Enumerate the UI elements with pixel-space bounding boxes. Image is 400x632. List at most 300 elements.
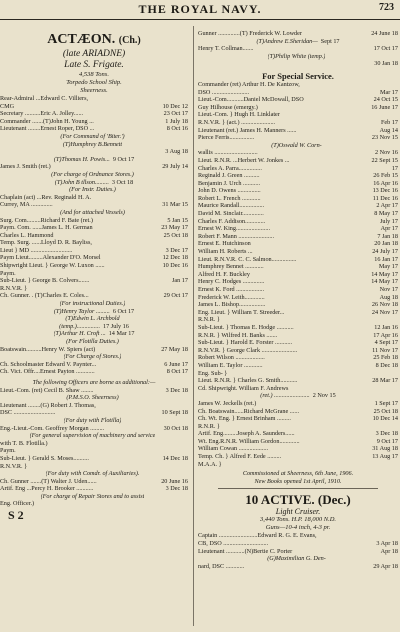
ship-name-active: 10 ACTIVE. (Dec.) (245, 492, 351, 508)
entry-text: Ch. Gunner .......(T) Walter J. Uden...... (0, 477, 97, 485)
entry-row (198, 165, 398, 173)
entry-row (198, 172, 398, 180)
entry-text: (For Flotilla Duties.) (66, 338, 119, 345)
entry-row (0, 500, 188, 508)
entry-text: Wt. Eng.R.N.R. William Gordon............. (198, 437, 300, 445)
entry-date: 29 July 14 (162, 163, 188, 171)
entry-date: 7 Jan 18 (377, 232, 398, 240)
entry-row (198, 377, 398, 385)
entry-date: Jan 17 (172, 277, 188, 285)
active-tonnage: 3,440 Tons. H.P. 18,000 N.D. (259, 516, 337, 524)
entry-text: Boatswain..........Henry W. Spiers (act) (0, 345, 96, 353)
entry-row (0, 402, 188, 410)
entry-text: William E. Taylor ............ (198, 361, 263, 369)
entry-text: Eng. Officer.) (0, 500, 35, 508)
entry-row (198, 149, 398, 157)
entry-row (198, 248, 398, 256)
entry-row (0, 361, 188, 369)
entry-text: Eng.-Lieut.-Com. Geoffrey Morgan ......... (0, 424, 105, 432)
entry-text: CMG (0, 102, 15, 110)
entry-text: Charles L. Hammond (0, 231, 54, 239)
entry-text: (For general supervision of machinery and service (29, 432, 156, 440)
entry-text: Lieut. R.N.R. ...Herbert W. Jonkes ... (198, 156, 290, 164)
entry-text: Lieutenant ........Ernest Roper, DSO ... (0, 125, 95, 133)
entry-text: Lieut. R.N.R. } Charles G. Smith........... (198, 377, 298, 385)
entry-text: R.N.V.R. } George Clark ....................... (198, 346, 298, 354)
entry-text: (T)Humphrey B.Bennett (62, 140, 123, 148)
entry-text: M.A.A. } (198, 460, 222, 468)
entry-row (198, 324, 398, 332)
entry-row (198, 286, 398, 294)
entry-row (198, 540, 398, 548)
entry-date: 24 Oct 15 (373, 96, 398, 104)
page-number: 723 (379, 2, 394, 13)
entry-date: 8 May 17 (374, 210, 398, 218)
entry-row (0, 163, 188, 171)
page-header (0, 2, 400, 20)
entry-row (0, 330, 188, 338)
entry-text: Surg. Com.........Richard F. Bate (ret.) (0, 216, 93, 224)
entry-date: 8 Oct 16 (166, 125, 188, 133)
entry-row (198, 202, 398, 210)
entry-date: 26 Feb 15 (373, 172, 398, 180)
entry-row (0, 186, 188, 194)
entry-date: 13 Aug 17 (372, 453, 398, 461)
entry-row (0, 277, 188, 285)
entry-text: wallis ............................ (198, 149, 258, 157)
entry-row (198, 81, 398, 89)
entry-row (0, 118, 188, 126)
entry-row (198, 233, 398, 241)
entry-date: 8 Dec 18 (375, 361, 398, 369)
entry-row (0, 470, 188, 478)
entry-row (0, 103, 188, 111)
entry-date: 3 Oct 18 (111, 178, 134, 186)
entry-row (198, 278, 398, 286)
ship-role: Torpedo School Ship. (66, 79, 122, 86)
entry-row (0, 171, 188, 179)
entry-row (198, 362, 398, 370)
entry-date: Nov 17 (379, 286, 398, 293)
entry-date: 16 June 17 (371, 103, 398, 111)
entry-date: 3 Apr 18 (376, 540, 398, 548)
entry-text: Reginald J. Green .......... (198, 172, 260, 180)
entry-text: David M. Sinclair.............. (198, 210, 264, 218)
entry-date: 5 Jan 15 (167, 216, 188, 224)
entry-text: Charles A. Parra............... (198, 164, 262, 172)
entry-row (0, 141, 188, 149)
entry-row (0, 285, 188, 293)
entry-text: (T)Oswald W. Corn- (271, 141, 322, 149)
entry-date: 12 Jan 16 (374, 323, 398, 331)
entry-text: Guy Hilhouse (emergy.) (198, 103, 258, 111)
entry-date: 11 Dec 16 (372, 194, 398, 202)
entry-text: Ch. Wt. Eng. } Ernest Brinham ......... (198, 415, 291, 423)
entry-date: 12 Dec 18 (162, 254, 188, 262)
commissioned-note: Commissioned at Sheerness, 6th June, 1906. (242, 470, 354, 478)
entry-text: (P.M.S.O. Sheerness) (66, 394, 119, 402)
entry-text: Sub-Lieut. } Gerald S. Moses.......... (0, 454, 89, 462)
entry-text: (For Instr. Duties.) (69, 186, 116, 194)
entry-text: Ch. Schoolmaster Edward V. Paynter... (0, 360, 97, 368)
entry-row (198, 332, 398, 340)
entry-row (198, 309, 398, 317)
entry-row (0, 247, 188, 255)
entry-date: 26 Nov 18 (371, 301, 398, 309)
entry-text: Lieut. R.N.V.R. C. C. Salmon................ (198, 255, 297, 263)
entry-text: Lieutenant ........(G) Robert J. Thomas, (0, 401, 96, 409)
entry-date: 16 Jan 17 (374, 255, 398, 263)
entry-date: Feb 17 (380, 118, 398, 126)
entry-row (198, 453, 398, 461)
active-type: Light Cruiser. (275, 507, 321, 517)
entry-row (198, 127, 398, 135)
entry-date: 10 Dec 16 (162, 262, 188, 270)
entry-text: Ch. Boatswain......Richard McGrane ...... (198, 407, 300, 415)
entry-date: 2 Nov 15 (312, 392, 336, 400)
entry-text: Maurice Randall................ (198, 202, 265, 210)
section-rule (218, 488, 378, 489)
entry-text: William H. Roberts ... (198, 248, 253, 256)
entry-text: (For Command of 'Biter.') (60, 132, 125, 140)
entry-date: 14 May 17 (371, 270, 398, 278)
entry-row (198, 316, 398, 324)
entry-date: 17 Oct 17 (373, 45, 398, 53)
entry-date: 2 Nov 16 (374, 149, 398, 157)
entry-date: 14 Mar 17 (108, 330, 135, 338)
entry-text: Rear-Admiral ...Edward C. Villiers, (0, 95, 89, 102)
entry-text: Eng. Lieut. } William T. Streeder... (198, 308, 285, 316)
entry-date: 25 Oct 18 (163, 231, 188, 239)
entry-text: Lieutenant (ret.) James H. Manners ...... (198, 126, 297, 134)
entry-row (198, 430, 398, 438)
entry-text: Commander (ret) Arthur H. De Kantzow, (198, 80, 300, 88)
entry-text: Ch. Gunner. . (T)Charles E. Coles... (0, 292, 89, 300)
ship-tonnage: 4,538 Tons. (79, 71, 109, 78)
entry-text: (For duty with Flotilla) (63, 416, 122, 424)
entry-date: 14 May 17 (371, 278, 398, 286)
entry-row (198, 218, 398, 226)
entry-date: 22 Sept 15 (371, 156, 398, 164)
entry-row (0, 224, 188, 232)
entry-row (198, 555, 398, 563)
entry-row (0, 308, 188, 316)
entry-text: Temp. Surg. ......Lloyd D. R. Bayliss, (0, 239, 92, 247)
entry-text: R.N.R. } (198, 316, 220, 324)
entry-text: R.N.R. } (198, 422, 220, 430)
entry-row (198, 134, 398, 142)
gunner-list (198, 30, 398, 68)
entry-text: Frederick W. Leith............. (198, 293, 265, 301)
entry-text: Robert L. French ............ (198, 194, 261, 202)
entry-text: (T)John B tllson......... (54, 178, 109, 186)
entry-row (198, 408, 398, 416)
entry-text: Sub-Lieut. } Harold E. Forster ........... (198, 339, 293, 347)
entry-row (0, 485, 188, 493)
entry-text: Humphrey Bennet ............ (198, 263, 264, 271)
entry-text: Paym. (0, 269, 16, 277)
entry-text: (For charge of Ordnance Stores.) (51, 170, 134, 178)
additional-heading: The following Officers are borne as additional:— (32, 378, 156, 386)
entry-row (0, 156, 188, 164)
entry-date: 3 Dec 18 (165, 485, 188, 493)
entry-text: Benjamin J. Urch ........... (198, 179, 261, 187)
entry-date: Apr 18 (380, 547, 398, 555)
entry-row (0, 209, 188, 217)
entry-row (0, 447, 188, 455)
entry-row (198, 339, 398, 347)
entry-text: Lieutenant ............(N)Bertie C. Porter (198, 547, 293, 555)
entry-row (198, 445, 398, 453)
entry-row (0, 394, 188, 402)
entry-date: 20 June 16 (161, 477, 188, 485)
entry-date: 10 Dec 14 (372, 415, 398, 423)
entry-date: 24 July 17 (372, 248, 398, 256)
entry-text: James W. Jeckells (ret.) (198, 399, 257, 407)
entry-row (0, 315, 188, 323)
entry-row (198, 38, 398, 46)
entry-date: 9 Oct 17 (112, 155, 135, 163)
entry-row (0, 292, 188, 300)
right-column (198, 30, 398, 570)
entry-date: 28 Mar 17 (372, 377, 398, 385)
entry-text: Eng. Sub- } (198, 369, 228, 377)
entry-text: with T. B. Flotilla.) (0, 439, 48, 447)
entry-row (0, 217, 188, 225)
entry-row (0, 455, 188, 463)
entry-text: (For charge of Repair Stores and to assist (40, 492, 145, 500)
entry-date: 29 Apr 18 (373, 562, 398, 570)
entry-row (0, 270, 188, 278)
entry-row (198, 111, 398, 119)
entry-text: Lieut.-Com. } Hugh H. Linklater (198, 111, 280, 119)
entry-row (0, 417, 188, 425)
entry-text: Ernest W. King...................... (198, 225, 271, 233)
entry-date: 24 Nov 17 (371, 308, 398, 316)
entry-text: (For duty with Comdr. of Auxiliaries). (45, 470, 140, 478)
entry-date: Sept 17 (320, 37, 340, 45)
entry-row (198, 461, 398, 469)
entry-row (198, 225, 398, 233)
entry-row (198, 210, 398, 218)
entry-row (198, 301, 398, 309)
entry-row (198, 392, 398, 400)
entry-text: Paym. Com. ......James L. H. German (0, 224, 93, 232)
entry-text: Chaplain (act) ...Rev. Reginald H. A. (0, 193, 92, 201)
entry-text: Lieut } MD ........................... (0, 246, 73, 254)
entry-date: 17 July 16 (103, 322, 129, 330)
entry-text: Temp. Ch. } Alfred F. Eede ......... (198, 453, 282, 461)
entry-date: 24 June 18 (371, 30, 398, 37)
entry-text: (T)Arthur H. Croft ... (53, 330, 106, 338)
entry-row (198, 347, 398, 355)
signature-mark: S 2 (8, 508, 24, 520)
entry-date: 29 Oct 17 (163, 292, 188, 300)
entry-date: 10 Sept 18 (161, 409, 188, 417)
entry-row (198, 30, 398, 38)
entry-text: R.N.V.R. } (act.) ...................... (198, 118, 276, 126)
officer-list (0, 95, 188, 376)
entry-text: Sub-Lieut. } Thomas E. Hodge ........... (198, 323, 294, 331)
entry-date: 30 Oct 18 (163, 424, 188, 432)
entry-date: 3 Dec 18 (375, 430, 398, 438)
entry-row (0, 262, 188, 270)
entry-date: 25 Feb 18 (373, 354, 398, 362)
entry-row (0, 493, 188, 501)
entry-date: Aug 14 (379, 126, 398, 134)
entry-date: 3 Aug 18 (165, 148, 188, 156)
entry-row (198, 423, 398, 431)
entry-date: 20 Jan 18 (374, 240, 398, 248)
entry-date: 8 Oct 17 (166, 368, 188, 376)
entry-date: 1 Sept 17 (374, 399, 398, 407)
entry-text: (For Charge of Stores.) (63, 353, 122, 361)
entry-text: (T)Henry Taylor ......... (53, 307, 110, 315)
entry-text: (For instructional Duties.) (59, 300, 126, 308)
active-officer-list (198, 532, 398, 570)
entry-date: 10 Dec 12 (162, 102, 188, 110)
entry-text: Paym. (0, 447, 16, 455)
ship-name-actaeon: ACTÆON. (Ch.) (47, 32, 141, 47)
entry-row (198, 96, 398, 104)
entry-date: Aug 18 (379, 293, 398, 301)
entry-row (0, 239, 188, 247)
entry-date: 11 Nov 17 (372, 346, 398, 354)
entry-text: Commander .......(T)John H. Young ... (0, 117, 94, 125)
entry-text: Ernest K. Ford .................. (198, 286, 264, 293)
entry-row (198, 157, 398, 165)
entry-text: R.N.V.R. } (0, 284, 28, 292)
entry-row (0, 232, 188, 240)
entry-text: Lieut.-Com. (ret) Cecil B. Shaw ........ (0, 386, 94, 394)
entry-date: 2 Apr 17 (376, 202, 398, 210)
entry-text: Henry C. Hodges .............. (198, 278, 265, 286)
entry-date: 25 Oct 18 (373, 407, 398, 415)
entry-text: Cd. Shipwright. William F. Andrews (198, 384, 289, 392)
entry-row (0, 409, 188, 417)
ship-late-type: Late S. Frigate. (64, 60, 124, 70)
entry-text: (And for attached Vessels) (60, 208, 125, 216)
entry-row (0, 194, 188, 202)
entry-row (198, 294, 398, 302)
entry-row (0, 353, 188, 361)
entry-text: (T)Edwin L. Archbold (65, 315, 120, 323)
entry-row (198, 271, 398, 279)
entry-row (198, 563, 398, 571)
entry-row (198, 104, 398, 112)
entry-row (198, 263, 398, 271)
entry-text: Alfred H. F. Buckley (198, 270, 250, 278)
entry-text: Sub-Lieut. } George B. Colvers....... (0, 277, 90, 285)
entry-row (198, 60, 398, 68)
ship-station: Sheerness. (80, 87, 108, 94)
entry-row (0, 368, 188, 376)
entry-date: 13 Dec 16 (372, 187, 398, 195)
entry-text: (T)Andrew E.Sheridan— (256, 37, 318, 45)
entry-date: 3 Dec 18 (165, 386, 188, 394)
entry-row (0, 125, 188, 133)
entry-text: Shipwright Lieut. } George W. Luxon ...... (0, 262, 105, 270)
entry-text: Robert F. Mann ....................... (198, 232, 274, 240)
entry-row (0, 110, 188, 118)
entry-date: July 17 (379, 217, 398, 225)
entry-row (0, 95, 188, 103)
entry-date: 6 June 17 (164, 360, 188, 368)
entry-row (0, 148, 188, 156)
entry-text (0, 148, 162, 156)
entry-row (0, 323, 188, 331)
entry-text: Charles F. Addison............. (198, 217, 266, 225)
entry-date: 30 Jan 18 (374, 60, 398, 68)
entry-text: (G)Maximilian G. Den- (267, 555, 326, 563)
entry-date: 17 Apr 16 (373, 331, 398, 339)
entry-row (0, 425, 188, 433)
column-divider (193, 26, 194, 626)
entry-row (198, 415, 398, 423)
entry-row (198, 187, 398, 195)
entry-row (0, 179, 188, 187)
new-books-note: New Books opened 1st April, 1910. (254, 477, 342, 485)
entry-text: (T)Philip White (temp.) (267, 52, 326, 60)
entry-text (198, 60, 371, 68)
entry-row (0, 338, 188, 346)
entry-date: 3 Dec 17 (165, 246, 188, 254)
entry-date: Apr 17 (380, 225, 398, 233)
header-rule (0, 19, 400, 20)
entry-date: 23 Oct 17 (163, 110, 188, 118)
entry-row (0, 432, 188, 440)
entry-row (0, 201, 188, 209)
entry-row (198, 532, 398, 540)
ship-former-name: (late ARIADNE) (62, 49, 126, 59)
entry-text: (ret.) ....................... (260, 392, 310, 400)
left-column (0, 30, 188, 520)
entry-text: James J. Smith (ret.) (0, 163, 51, 171)
active-guns: Guns—10-4 inch, 4-3 pr. (265, 524, 331, 532)
entry-row (0, 300, 188, 308)
entry-date: 9 Oct 17 (376, 437, 398, 445)
entry-text: (temp.)............... (59, 322, 101, 330)
entry-date: 16 Apr 16 (373, 179, 398, 187)
entry-row (198, 548, 398, 556)
entry-row (198, 256, 398, 264)
entry-row (0, 133, 188, 141)
entry-text: Pierce Ferris................ (198, 134, 255, 142)
entry-date: 31 Mar 15 (162, 201, 188, 209)
additional-officer-list (0, 387, 188, 509)
entry-text: Artif. Eng.........Joseph A. Saunders...... (198, 430, 295, 438)
entry-row (0, 463, 188, 471)
entry-text: Secretary ..........Eric A. Jolley...... (0, 110, 84, 118)
entry-text: R.N.R. } Wilfred H. Banks ....... (198, 331, 278, 339)
entry-date: 4 Sept 17 (374, 339, 398, 347)
entry-date: 31 Aug 18 (372, 445, 398, 453)
entry-text: James L. Bishop................. (198, 301, 266, 309)
entry-row (198, 89, 398, 97)
entry-row (198, 180, 398, 188)
entry-date: 1 July 18 (165, 117, 188, 125)
entry-date: Mar 17 (379, 88, 398, 96)
entry-row (0, 387, 188, 395)
entry-text: Ch. Vict. Offr....Ernest Payton ............ (0, 368, 95, 376)
running-title: THE ROYAL NAVY. (138, 2, 262, 16)
entry-text: Currey, MA .............. (0, 201, 53, 209)
special-service-list (198, 81, 398, 468)
entry-text: Captain .........................Edward R. G. E. Evans, (198, 532, 317, 540)
entry-text: Gunner ..............(T) Frederick W. Lowder (198, 30, 302, 37)
entry-row (198, 45, 398, 53)
entry-row (198, 195, 398, 203)
